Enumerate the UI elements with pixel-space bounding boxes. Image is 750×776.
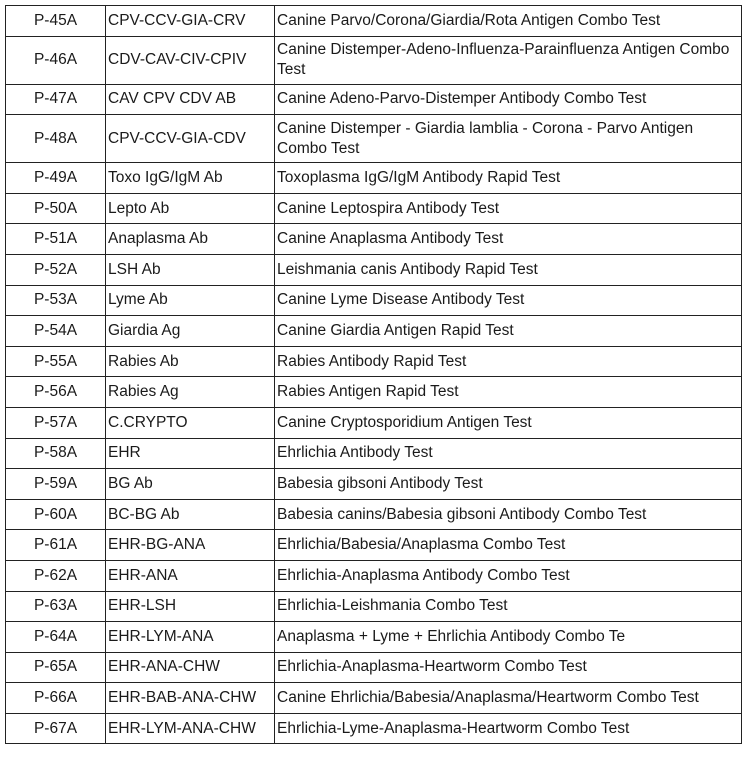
product-code-cell: P-60A [6, 499, 106, 530]
product-name-cell: Ehrlichia-Leishmania Combo Test [275, 591, 742, 622]
table-row [6, 84, 742, 115]
product-code-cell: P-57A [6, 407, 106, 438]
product-name-cell: Canine Anaplasma Antibody Test [275, 224, 742, 255]
table-row [6, 560, 742, 591]
product-abbreviation-cell: Anaplasma Ab [106, 224, 275, 255]
table-row [6, 254, 742, 285]
product-code-cell: P-58A [6, 438, 106, 469]
product-name-cell: Leishmania canis Antibody Rapid Test [275, 254, 742, 285]
product-code-cell: P-66A [6, 683, 106, 714]
product-abbreviation-cell: EHR-ANA-CHW [106, 652, 275, 683]
product-abbreviation-cell: Lyme Ab [106, 285, 275, 316]
product-abbreviation-cell: EHR-BG-ANA [106, 530, 275, 561]
product-name-cell: Canine Parvo/Corona/Giardia/Rota Antigen Combo Test [275, 6, 742, 37]
table-body [6, 6, 742, 744]
product-code-cell: P-52A [6, 254, 106, 285]
table-row [6, 499, 742, 530]
product-abbreviation-cell: CPV-CCV-GIA-CRV [106, 6, 275, 37]
product-abbreviation-cell: EHR-LYM-ANA [106, 622, 275, 653]
product-code-cell: P-64A [6, 622, 106, 653]
product-abbreviation-cell: EHR [106, 438, 275, 469]
product-table [5, 5, 742, 744]
product-name-cell: Canine Adeno-Parvo-Distemper Antibody Combo Test [275, 84, 742, 115]
product-name-cell: Ehrlichia Antibody Test [275, 438, 742, 469]
product-name-cell: Canine Lyme Disease Antibody Test [275, 285, 742, 316]
table-row [6, 652, 742, 683]
product-code-cell: P-55A [6, 346, 106, 377]
product-code-cell: P-54A [6, 316, 106, 347]
product-code-cell: P-47A [6, 84, 106, 115]
product-name-cell: Rabies Antigen Rapid Test [275, 377, 742, 408]
table-row [6, 407, 742, 438]
product-abbreviation-cell: EHR-ANA [106, 560, 275, 591]
product-code-cell: P-62A [6, 560, 106, 591]
product-code-cell: P-51A [6, 224, 106, 255]
product-name-cell: Ehrlichia-Lyme-Anaplasma-Heartworm Combo Test [275, 713, 742, 744]
table-row [6, 469, 742, 500]
table-row [6, 163, 742, 194]
table-row [6, 193, 742, 224]
product-name-cell: Canine Cryptosporidium Antigen Test [275, 407, 742, 438]
product-name-cell: Ehrlichia/Babesia/Anaplasma Combo Test [275, 530, 742, 561]
product-name-cell: Rabies Antibody Rapid Test [275, 346, 742, 377]
product-name-cell: Babesia gibsoni Antibody Test [275, 469, 742, 500]
product-code-cell: P-63A [6, 591, 106, 622]
product-name-cell: Ehrlichia-Anaplasma-Heartworm Combo Test [275, 652, 742, 683]
table-row [6, 36, 742, 84]
product-name-cell: Canine Distemper - Giardia lamblia - Corona - Parvo Antigen Combo Test [275, 115, 742, 163]
product-abbreviation-cell: C.CRYPTO [106, 407, 275, 438]
table-row [6, 346, 742, 377]
table-row [6, 622, 742, 653]
table-row [6, 377, 742, 408]
product-abbreviation-cell: CAV CPV CDV AB [106, 84, 275, 115]
product-code-cell: P-59A [6, 469, 106, 500]
product-code-cell: P-50A [6, 193, 106, 224]
table-row [6, 6, 742, 37]
product-code-cell: P-65A [6, 652, 106, 683]
product-name-cell: Canine Giardia Antigen Rapid Test [275, 316, 742, 347]
product-abbreviation-cell: CPV-CCV-GIA-CDV [106, 115, 275, 163]
table-row [6, 713, 742, 744]
product-code-cell: P-46A [6, 36, 106, 84]
product-abbreviation-cell: Toxo IgG/IgM Ab [106, 163, 275, 194]
table-row [6, 224, 742, 255]
product-abbreviation-cell: LSH Ab [106, 254, 275, 285]
product-abbreviation-cell: CDV-CAV-CIV-CPIV [106, 36, 275, 84]
table-row [6, 683, 742, 714]
product-code-cell: P-53A [6, 285, 106, 316]
product-code-cell: P-49A [6, 163, 106, 194]
product-name-cell: Babesia canins/Babesia gibsoni Antibody Combo Test [275, 499, 742, 530]
product-code-cell: P-61A [6, 530, 106, 561]
table-row [6, 438, 742, 469]
product-code-cell: P-48A [6, 115, 106, 163]
product-code-cell: P-45A [6, 6, 106, 37]
product-abbreviation-cell: Lepto Ab [106, 193, 275, 224]
product-name-cell: Ehrlichia-Anaplasma Antibody Combo Test [275, 560, 742, 591]
product-code-cell: P-56A [6, 377, 106, 408]
product-abbreviation-cell: BC-BG Ab [106, 499, 275, 530]
product-name-cell: Canine Ehrlichia/Babesia/Anaplasma/Heartworm Combo Test [275, 683, 742, 714]
table-row [6, 591, 742, 622]
table-row [6, 285, 742, 316]
product-abbreviation-cell: EHR-LYM-ANA-CHW [106, 713, 275, 744]
product-abbreviation-cell: EHR-BAB-ANA-CHW [106, 683, 275, 714]
product-code-cell: P-67A [6, 713, 106, 744]
product-name-cell: Anaplasma + Lyme + Ehrlichia Antibody Combo Te [275, 622, 742, 653]
product-name-cell: Canine Leptospira Antibody Test [275, 193, 742, 224]
product-abbreviation-cell: Giardia Ag [106, 316, 275, 347]
product-abbreviation-cell: Rabies Ag [106, 377, 275, 408]
product-abbreviation-cell: BG Ab [106, 469, 275, 500]
table-row [6, 530, 742, 561]
product-abbreviation-cell: EHR-LSH [106, 591, 275, 622]
table-row [6, 115, 742, 163]
table-row [6, 316, 742, 347]
product-abbreviation-cell: Rabies Ab [106, 346, 275, 377]
product-name-cell: Toxoplasma IgG/IgM Antibody Rapid Test [275, 163, 742, 194]
product-name-cell: Canine Distemper-Adeno-Influenza-Parainfluenza Antigen Combo Test [275, 36, 742, 84]
